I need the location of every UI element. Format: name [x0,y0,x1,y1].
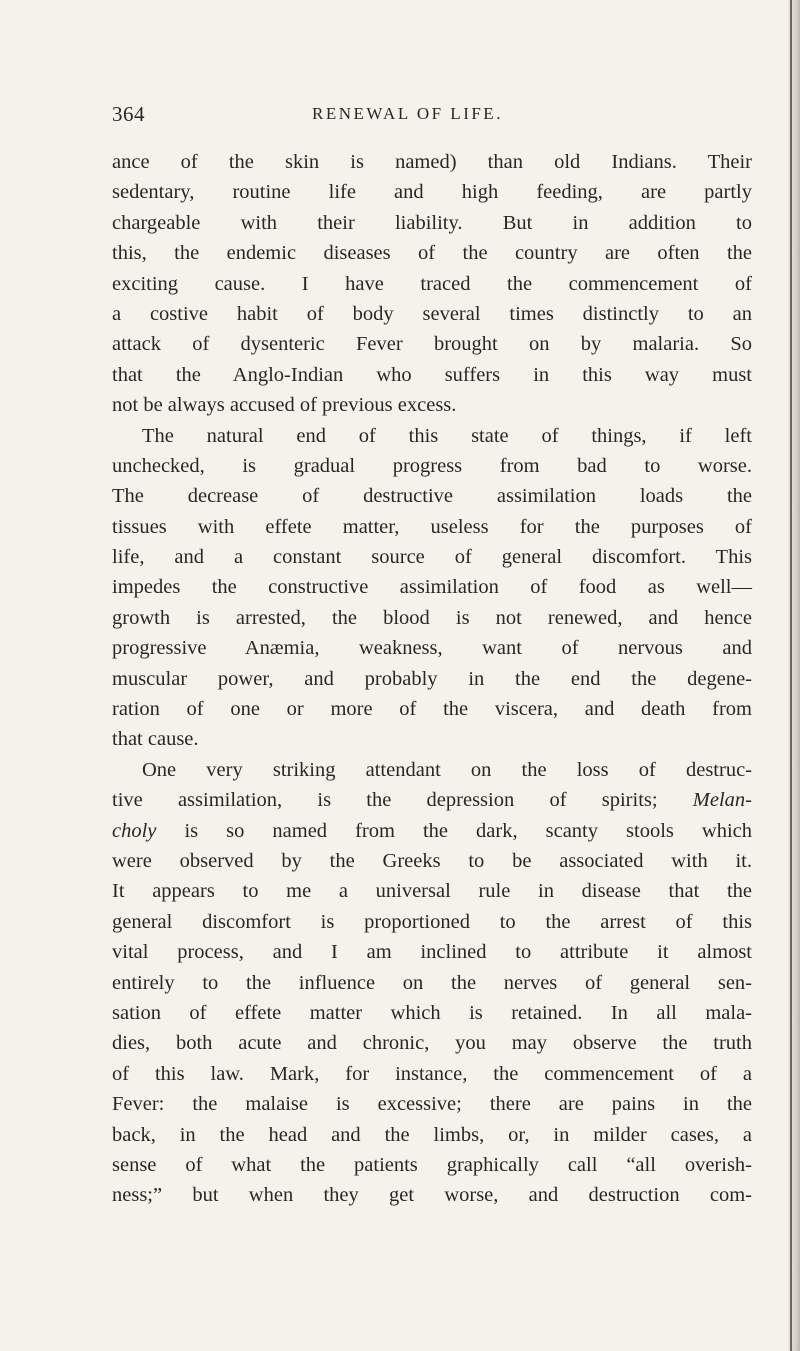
text-line [112,785,752,815]
text-line: The decrease of destructive assimilation loads the [112,485,752,508]
text-line: general discomfort is proportioned to the arrest of this [112,910,752,933]
text-line: life, and a constant source of general discomfort. This [112,546,752,569]
text-line: sense of what the patients graphically call “all overish- [112,1153,752,1176]
text-line [112,816,752,846]
page-header [112,102,752,132]
text-line: attack of dysenteric Fever brought on by malaria. So [112,333,752,356]
text-line: were observed by the Greeks to be associated with it. [112,849,752,872]
text-line: that the Anglo-Indian who suffers in this way must [112,363,752,386]
text-line: It appears to me a universal rule in disease that the [112,880,752,903]
text-line: growth is arrested, the blood is not renewed, and hence [112,606,752,629]
running-head: RENEWAL OF LIFE. [312,104,503,123]
text-line: sation of effete matter which is retained. In all mala- [112,1001,752,1024]
text-line: a costive habit of body several times distinctly to an [112,302,752,325]
text-line: progressive Anæmia, weakness, want of nervous and [112,637,752,660]
text-line: chargeable with their liability. But in addition to [112,211,752,234]
binding-line [790,0,792,1351]
italic-term: Melan- [692,789,752,812]
text-line: muscular power, and probably in the end the degene- [112,667,752,690]
text-line: entirely to the influence on the nerves of general sen- [112,971,752,994]
text-run: tive assimilation, is the depression of spirits; [112,789,693,812]
text-run: is so named from the dark, scanty stools which [156,819,752,842]
text-line: sedentary, routine life and high feeding, are partly [112,181,752,204]
text-line: tissues with effete matter, useless for the purposes of [112,515,752,538]
paragraph-end-line: not be always accused of previous excess. [112,394,457,417]
text-line: vital process, and I am inclined to attribute it almost [112,941,752,964]
text-line: impedes the constructive assimilation of food as well— [112,576,752,599]
paragraph-start-line: The natural end of this state of things, if left [142,424,752,447]
text-line: unchecked, is gradual progress from bad to worse. [112,454,752,477]
paragraph-end-line: that cause. [112,728,199,751]
text-line: ration of one or more of the viscera, and death from [112,698,752,721]
page-number: 364 [112,102,145,126]
italic-term: choly [112,819,157,842]
text-line: of this law. Mark, for instance, the commencement of a [112,1062,752,1085]
text-line: exciting cause. I have traced the commencement of [112,272,752,295]
paragraph-start-line: One very striking attendant on the loss of destruc- [142,758,752,781]
body-text [112,147,752,1211]
text-line: back, in the head and the limbs, or, in milder cases, a [112,1123,752,1146]
text-line: Fever: the malaise is excessive; there are pains in the [112,1093,752,1116]
text-line: ness;” but when they get worse, and destruction com- [112,1184,752,1207]
text-line: dies, both acute and chronic, you may observe the truth [112,1032,752,1055]
text-line: this, the endemic diseases of the country are often the [112,242,752,265]
text-line: ance of the skin is named) than old Indians. Their [112,151,752,173]
